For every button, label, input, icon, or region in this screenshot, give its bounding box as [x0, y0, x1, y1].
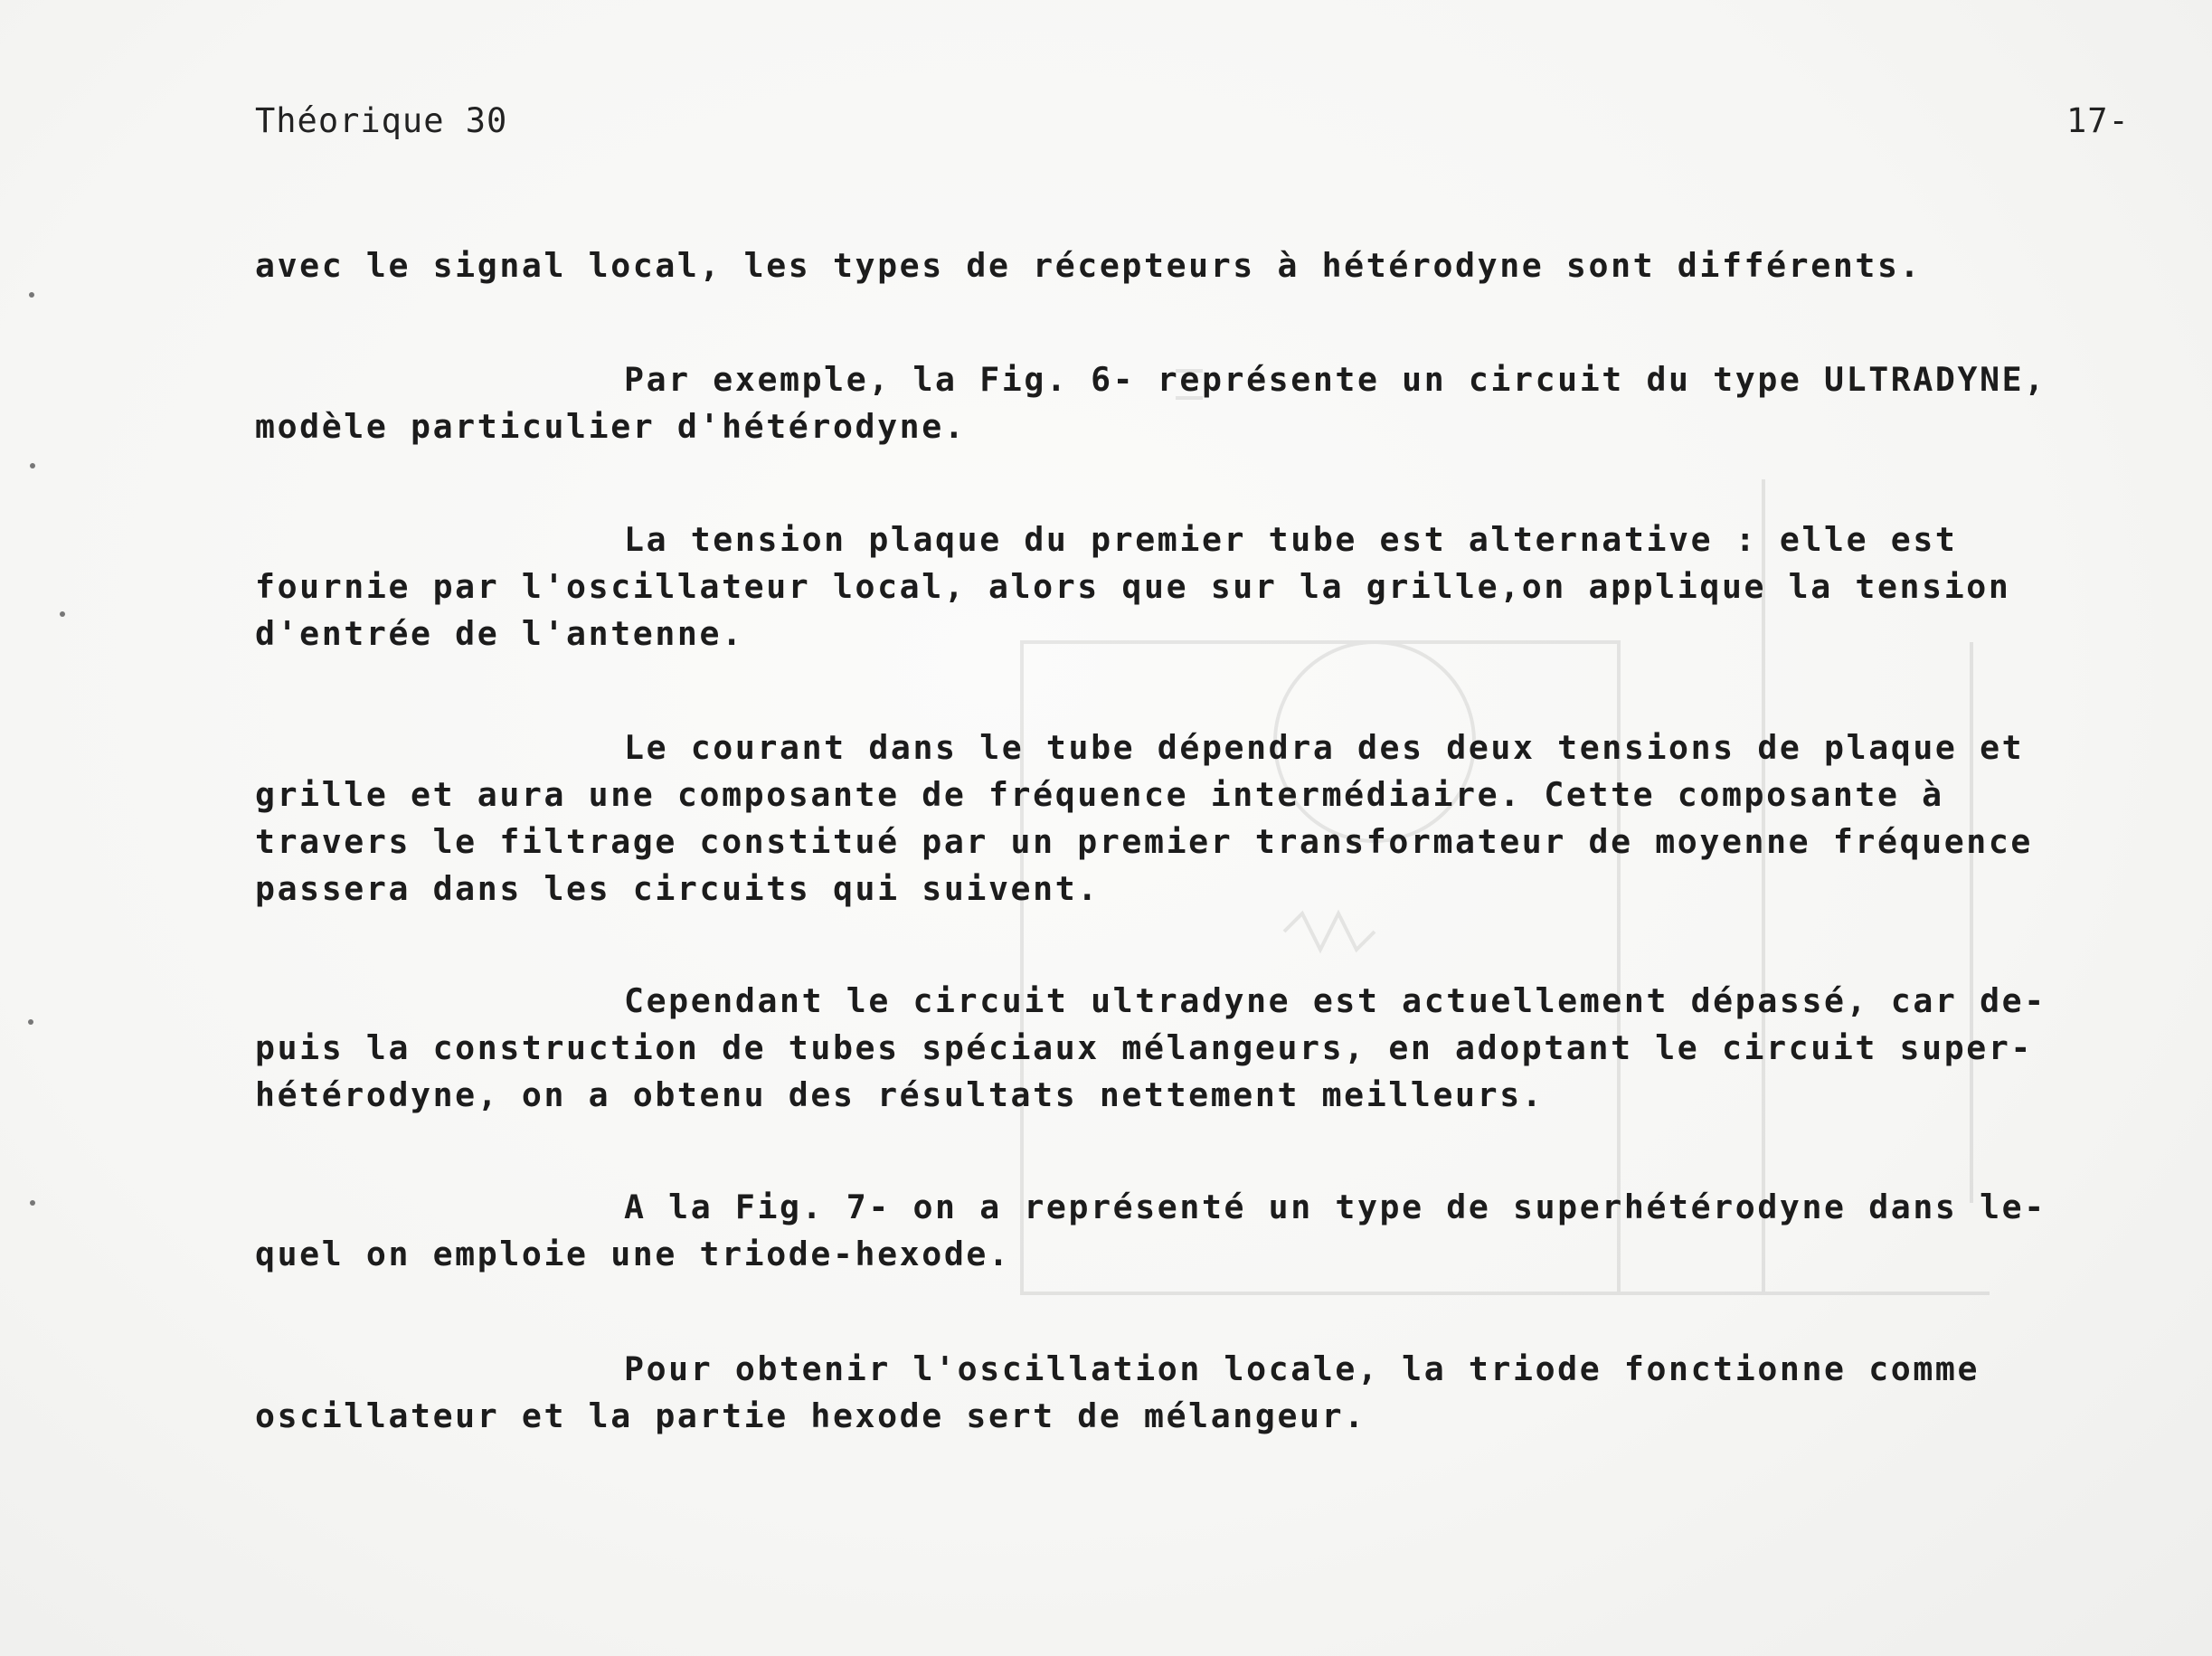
margin-speck [28, 1019, 33, 1025]
page-number: 17- [2066, 101, 2130, 140]
paragraph-text: La tension plaque du premier tube est alternative : elle est fournie par l'oscillateur local, alors que sur la grille,on applique la tension d'entrée de l'antenne. [255, 520, 2011, 653]
paragraph-text: A la Fig. 7- on a représenté un type de superhétérodyne dans le-quel on emploie une triode-hexode. [255, 1188, 2047, 1273]
paragraph-text: Cependant le circuit ultradyne est actuellement dépassé, car de-puis la construction de tubes spéciaux mélangeurs, en adoptant le circuit super-hétérodyne, on a obtenu des résultats nettement meilleurs. [255, 981, 2047, 1114]
paragraph-text: Par exemple, la Fig. 6- représente un circuit du type ULTRADYNE, modèle particulier d'hétérodyne. [255, 360, 2047, 446]
paragraph-text: Le courant dans le tube dépendra des deux tensions de plaque et grille et aura une composante de fréquence intermédiaire. Cette composante à travers le filtrage constitué par un premier transformateur de moyenne fréquence passera dans les circuits qui suivent. [255, 728, 2033, 908]
paragraph-5 [255, 978, 2118, 1119]
paragraph-6 [255, 1184, 2118, 1278]
paragraph-1 [255, 242, 2118, 289]
margin-speck [29, 292, 34, 298]
paragraph-text: avec le signal local, les types de récepteurs à hétérodyne sont différents. [255, 246, 1923, 285]
paragraph-2 [255, 356, 2118, 450]
paragraph-7 [255, 1346, 2118, 1440]
paragraph-text: Pour obtenir l'oscillation locale, la triode fonctionne comme oscillateur et la partie hexode sert de mélangeur. [255, 1349, 1980, 1435]
paragraph-4 [255, 724, 2118, 913]
margin-speck [60, 611, 65, 617]
margin-speck [30, 463, 35, 468]
page-header-title: Théorique 30 [255, 101, 508, 140]
margin-speck [30, 1200, 35, 1206]
paragraph-3 [255, 516, 2118, 658]
